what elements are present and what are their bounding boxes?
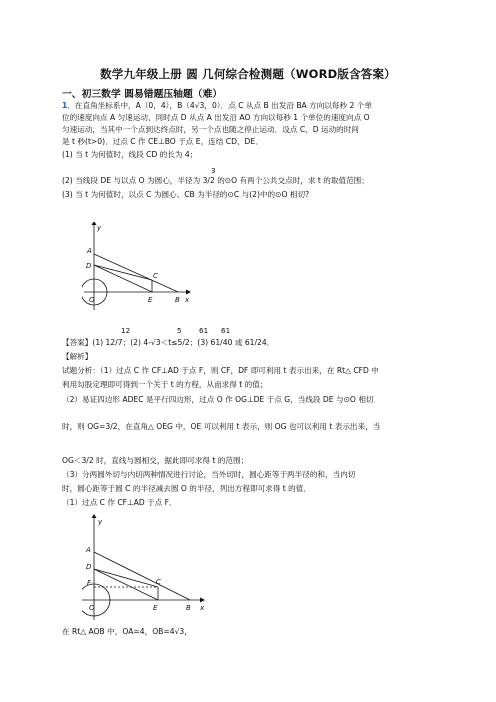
label-c: C bbox=[156, 578, 161, 586]
label-d: D bbox=[86, 262, 92, 270]
question-number: 1． bbox=[62, 101, 75, 110]
answer-line: 【答案】(1) 12/7；(2) 4-√3＜t≤5/2；(3) 61/40 或 61/24． bbox=[62, 338, 275, 347]
y-arrow bbox=[92, 222, 97, 225]
fraction-numerator: 3 bbox=[211, 166, 216, 175]
sub-question-2: (2) 当线段 DE 与以点 O 为圆心，半径为 3/2 的⊙O 有两个公共交点时，求 t 的取值范围； bbox=[62, 176, 369, 185]
question-line-1 bbox=[62, 101, 372, 111]
analysis-label: 【解析】 bbox=[62, 352, 93, 361]
x-arrow bbox=[200, 598, 205, 603]
segment-de bbox=[94, 265, 152, 292]
x-arrow bbox=[186, 290, 191, 295]
answer-num-3: 61 bbox=[199, 326, 209, 335]
analysis-line-4: 时，则 OG=3/2，在直角△ OEG 中，OE 可以利用 t 表示，则 OG 也可以利用 t 表示出来，当 bbox=[62, 422, 381, 431]
label-y: y bbox=[98, 518, 103, 526]
y-arrow bbox=[92, 514, 97, 518]
analysis-line-3: （2）易证四边形 ADEC 是平行四边形，过点 O 作 OG⊥DE 于点 G，当线段 DE 与⊙O 相切 bbox=[62, 395, 374, 404]
label-y: y bbox=[97, 224, 102, 232]
answer-num-4: 61 bbox=[221, 326, 231, 335]
label-f: F bbox=[87, 579, 92, 587]
question-line-4: 是 t 秒(t>0)．过点 C 作 CE⊥BO 于点 E，连结 CD、DE． bbox=[62, 137, 263, 146]
label-d: D bbox=[86, 563, 92, 571]
label-a: A bbox=[86, 546, 91, 554]
analysis-line-2: 利用勾股定理即可得到一个关于 t 的方程，从而求得 t 的值； bbox=[62, 380, 268, 389]
answer-num-2: 5 bbox=[177, 326, 182, 335]
label-x: x bbox=[200, 604, 205, 612]
question-line-2: 位的速度向点 A 匀速运动，同时点 D 从点 A 出发沿 AO 方向以每秒 1 个单位的速度向点 O bbox=[62, 113, 370, 122]
page-title: 数学九年级上册 圆 几何综合检测题（WORD版含答案） bbox=[100, 67, 396, 81]
analysis-line-7: 时，圆心距等于圆 C 的半径减去圆 O 的半径，列出方程即可求得 t 的值． bbox=[62, 484, 311, 493]
label-e: E bbox=[153, 604, 158, 612]
figure-2 bbox=[82, 512, 208, 624]
label-b: B bbox=[186, 604, 191, 612]
label-c: C bbox=[153, 272, 158, 280]
analysis-line-5: OG＜3/2 时，直线与圆相交，据此即可求得 t 的范围； bbox=[62, 456, 249, 465]
sub-question-1: (1) 当 t 为何值时，线段 CD 的长为 4； bbox=[62, 150, 198, 159]
segment-ab bbox=[94, 254, 178, 292]
label-e: E bbox=[148, 296, 153, 304]
question-text: 在直角坐标系中，A（0，4），B（4√3，0）．点 C 从点 B 出发沿 BA 方向以每秒 2 个单 bbox=[74, 101, 372, 110]
analysis-line-8: （1）过点 C 作 CF⊥AD 于点 F． bbox=[62, 498, 177, 507]
analysis-line-6: （3）分两圆外切与内切两种情况进行讨论，当外切时，圆心距等于两半径的和，当内切 bbox=[62, 470, 356, 479]
section-heading: 一、初三数学 圆易错题压轴题（难） bbox=[62, 89, 223, 100]
figure-1 bbox=[82, 222, 192, 312]
label-o: O bbox=[89, 604, 95, 612]
label-o: O bbox=[89, 296, 95, 304]
label-x: x bbox=[185, 296, 190, 304]
answer-num-1: 12 bbox=[121, 326, 131, 335]
analysis-line-9: 在 Rt△ AOB 中，OA=4，OB=4√3， bbox=[62, 627, 192, 636]
sub-question-3: (3) 当 t 为何值时，以点 C 为圆心、CB 为半径的⊙C 与(2)中的⊙O 相切? bbox=[62, 190, 310, 199]
label-a: A bbox=[87, 247, 92, 255]
analysis-line-1: 试题分析：（1）过点 C 作 CF⊥AD 于点 F，则 CF，DF 即可利用 t 表示出来，在 Rt△ CFD 中 bbox=[62, 366, 379, 375]
question-line-3: 匀速运动，当其中一个点到达终点时，另一个点也随之停止运动．设点 C、D 运动的时间 bbox=[62, 125, 359, 134]
label-b: B bbox=[175, 296, 180, 304]
